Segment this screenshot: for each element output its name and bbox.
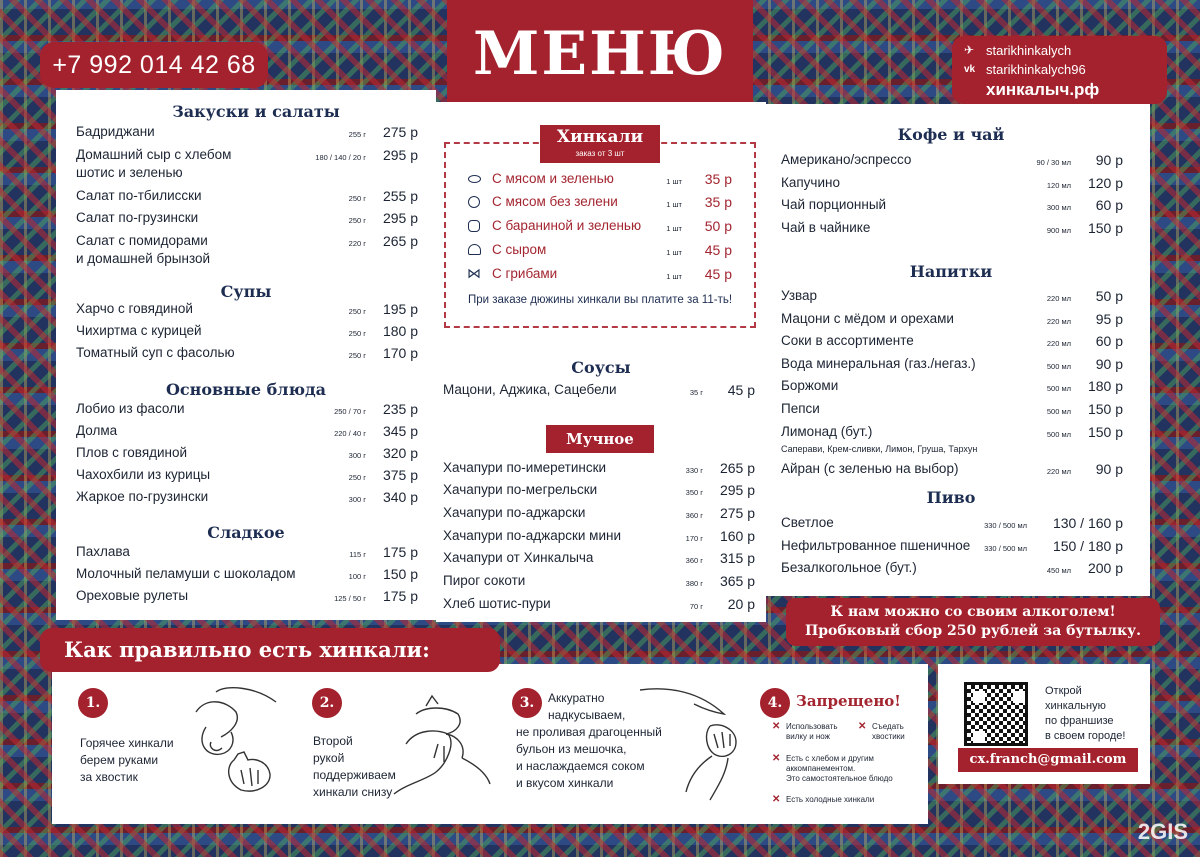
forbidden-item: ✕ Использовать вилку и нож <box>772 721 838 741</box>
section-title-supy: Супы <box>220 282 272 301</box>
forbidden-title: Запрещено! <box>796 692 901 710</box>
section-title-sousy: Соусы <box>571 358 631 377</box>
forbidden-item: ✕ Есть с хлебом и другим аккомпанементом. Это самостоятельное блюдо <box>772 753 893 783</box>
step-4-number: 4. <box>760 688 790 718</box>
cross-icon: ✕ <box>772 721 781 732</box>
forbidden-item: ✕ Есть холодные хинкали <box>772 794 875 805</box>
step-3-number: 3. <box>512 688 542 718</box>
hand-holding-khinkali-icon <box>186 682 286 802</box>
khinkali-ellipse-icon <box>468 175 481 183</box>
hand-supporting-khinkali-icon <box>386 684 496 814</box>
khinkali-dome-icon <box>468 244 481 255</box>
section-title-sladkoe: Сладкое <box>207 523 285 542</box>
watermark: 2GIS <box>1137 819 1188 844</box>
section-title-osnovnye: Основные блюда <box>165 380 327 399</box>
telegram-icon: ✈ <box>964 43 975 57</box>
cross-icon: ✕ <box>858 721 867 732</box>
hand-biting-khinkali-icon <box>640 682 750 812</box>
step-2-number: 2. <box>312 688 342 718</box>
franchise-email[interactable]: cx.franch@gmail.com <box>958 748 1138 772</box>
dough-title-box <box>546 425 654 453</box>
cross-icon: ✕ <box>772 753 781 764</box>
step-1-text: Горячее хинкали берем руками за хвостик <box>80 736 174 784</box>
khinkali-note: При заказе дюжины хинкали вы платите за 11-ть! <box>467 294 733 306</box>
step-3-text: Аккуратно надкусываем, не проливая драгоценный бульон из мешочка, и наслаждаемся соком и вкусом хинкали <box>516 691 662 790</box>
forbidden-item: ✕ Съедать хвостики <box>858 721 905 741</box>
khinkali-title: Хинкали <box>556 127 644 147</box>
section-title-napitki: Напитки <box>909 262 993 281</box>
franchise-text: Открой хинкальную по франшизе в своем городе! <box>1045 685 1126 742</box>
howto-title: Как правильно есть хинкали: <box>40 628 500 672</box>
section-title-pivo: Пиво <box>926 488 976 507</box>
vk-link[interactable]: vk starikhinkalych96 <box>964 62 1086 77</box>
corkage-banner: К нам можно со своим алкоголем! Пробковый сбор 250 рублей за бутылку. <box>786 598 1160 646</box>
section-title-muchnoe: Мучное <box>566 430 634 448</box>
cross-icon: ✕ <box>772 794 781 805</box>
section-title-zakuski: Закуски и салаты <box>172 102 340 121</box>
khinkali-bowtie-icon: ⋈ <box>467 265 481 281</box>
phone-number[interactable]: +7 992 014 42 68 <box>40 42 268 88</box>
social-box <box>952 36 1167 104</box>
section-title-kofe: Кофе и чай <box>897 125 1005 144</box>
menu-title: МЕНЮ <box>447 0 753 102</box>
khinkali-title-box <box>540 125 660 163</box>
step-2-text: Второй рукой поддерживаем хинкали снизу <box>313 734 396 799</box>
khinkali-subtitle: заказ от 3 шт <box>575 149 625 158</box>
website-link[interactable]: хинкалыч.рф <box>986 80 1100 99</box>
qr-code[interactable] <box>964 682 1028 746</box>
step-1-number: 1. <box>78 688 108 718</box>
khinkali-octagon-icon <box>468 220 480 232</box>
khinkali-circle-icon <box>468 196 480 208</box>
vk-icon: vk <box>964 64 976 75</box>
telegram-link[interactable]: ✈ starikhinkalych <box>964 43 1072 58</box>
